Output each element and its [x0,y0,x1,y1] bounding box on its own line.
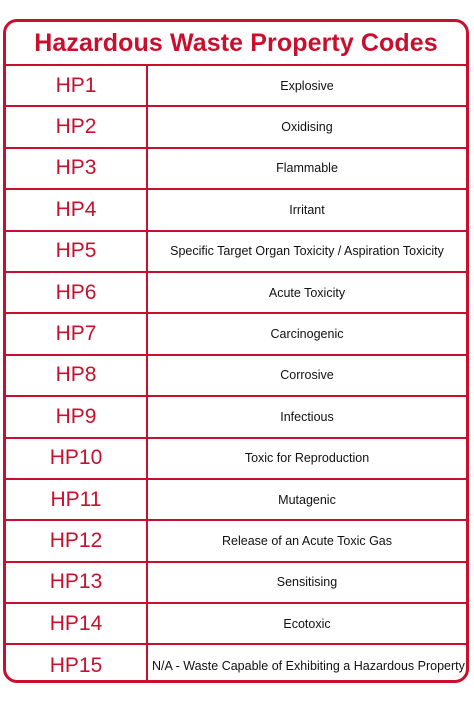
hp-code: HP6 [6,273,148,312]
hp-description: Flammable [276,161,338,176]
hp-code: HP10 [6,439,148,478]
hp-code: HP8 [6,356,148,395]
hp-description: Toxic for Reproduction [244,451,370,466]
table-row [6,397,466,438]
hp-description: Infectious [280,409,334,424]
hp-code: HP12 [6,521,148,560]
table-row [6,149,466,190]
table-title: Hazardous Waste Property Codes [6,22,466,66]
table-row [6,314,466,355]
table-body [6,66,466,683]
table-row [6,521,466,562]
table-row [6,645,466,683]
hp-description: Corrosive [280,368,334,383]
hp-code: HP14 [6,604,148,643]
hp-description: Acute Toxicity [268,285,346,300]
hp-code: HP7 [6,314,148,353]
hp-description: N/A - Waste Capable of Exhibiting a Hazardous Property [152,659,465,674]
hp-code: HP15 [6,645,148,683]
table-row [6,232,466,273]
table-row [6,563,466,604]
hp-description: Carcinogenic [270,327,344,342]
hp-description: Sensitising [276,575,338,590]
hp-description: Explosive [280,78,334,93]
hp-description: Release of an Acute Toxic Gas [221,533,392,548]
table-row [6,480,466,521]
hp-code: HP3 [6,149,148,188]
hp-code: HP13 [6,563,148,602]
table-row [6,439,466,480]
table-row [6,190,466,231]
hazard-codes-table [3,19,469,683]
hp-description: Ecotoxic [283,616,331,631]
table-row [6,604,466,645]
table-row [6,273,466,314]
hp-code: HP5 [6,232,148,271]
hp-description: Mutagenic [278,492,336,507]
hp-code: HP2 [6,107,148,146]
table-row [6,107,466,148]
hp-code: HP1 [6,66,148,105]
table-row [6,356,466,397]
hp-code: HP4 [6,190,148,229]
hp-code: HP11 [6,480,148,519]
hp-description: Specific Target Organ Toxicity / Aspiration Toxicity [170,244,444,259]
table-row [6,66,466,107]
hp-description: Irritant [289,202,325,217]
hp-description: Oxidising [281,120,333,135]
hp-code: HP9 [6,397,148,436]
